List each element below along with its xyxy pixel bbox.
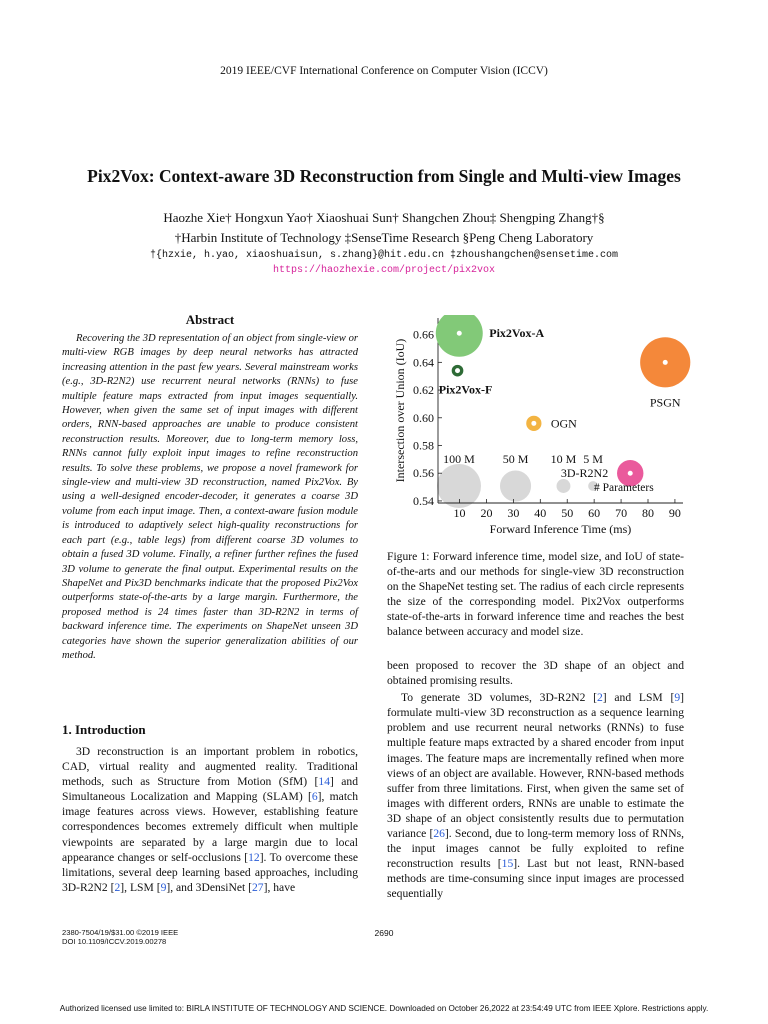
data-point — [531, 421, 536, 426]
data-point — [457, 331, 462, 336]
data-bubble — [436, 315, 483, 357]
citation-link[interactable]: 9 — [674, 691, 681, 705]
citation-link[interactable]: 15 — [501, 857, 514, 871]
size-legend-label: 50 M — [502, 452, 529, 466]
citation-link[interactable]: 14 — [318, 775, 330, 789]
size-legend-label: 100 M — [443, 452, 475, 466]
paragraph: To generate 3D volumes, 3D-R2N2 [2] and LSM [9] formulate multi-view 3D reconstruction as a sequence learning problem and use recurrent neural networks (RNNs) to fuse multiple feature maps extracted by a shared encoder from input images. The feature maps are incrementally refined when more views of an object are available. However, RNN-based methods suffer from three limitations. First, when given the same set of images with different orders, RNNs are unable to estimate the 3D shape of an object consistently results due to permutation variance [26]. Second, due to long-term memory loss of RNNs, the input images cannot be fully exploited to refine reconstruction results [15]. Last but not least, RNN-based methods are time-consuming since input images are processed sequentially — [387, 691, 685, 901]
data-label: PSGN — [649, 395, 681, 410]
x-tick-label: 80 — [642, 506, 654, 520]
citation-link[interactable]: 2 — [114, 880, 121, 894]
issn-line: 2380-7504/19/$31.00 ©2019 IEEE — [62, 928, 179, 937]
page-number: 2690 — [374, 928, 394, 938]
right-column-text — [387, 658, 684, 904]
citation-link[interactable]: 12 — [248, 850, 260, 864]
size-legend-label: 10 M — [550, 452, 577, 466]
data-label: Pix2Vox-F — [438, 382, 493, 397]
y-tick-label: 0.54 — [413, 493, 434, 508]
y-tick-label: 0.60 — [413, 410, 434, 425]
y-axis-label: Intersection over Union (IoU) — [393, 338, 407, 483]
size-legend-circle — [437, 464, 481, 508]
y-tick-label: 0.56 — [413, 466, 434, 481]
citation-link[interactable]: 27 — [252, 880, 264, 894]
data-label: OGN — [550, 416, 577, 431]
x-tick-label: 40 — [534, 506, 547, 520]
author-emails: †{hzxie, h.yao, xiaoshuaisun, s.zhang}@hit.edu.cn ‡zhoushangchen@sensetime.com — [149, 250, 619, 261]
x-axis-label: Forward Inference Time (ms) — [489, 522, 632, 536]
citation-link[interactable]: 26 — [433, 827, 445, 841]
size-legend-circle — [500, 470, 531, 501]
y-tick-label: 0.58 — [413, 438, 434, 453]
figure-caption: Figure 1: Forward inference time, model size, and IoU of state-of-the-arts and our methods for single-view 3D reconstruction on the ShapeNet testing set. The radius of each circle represents the size of the corresponding model. Pix2Vox outperforms state-of-the-arts in forward inference time and reaches the best balance between accuracy and model size. — [387, 550, 684, 639]
affiliations: †Harbin Institute of Technology ‡SenseTime Research §Peng Cheng Laboratory — [174, 230, 594, 245]
author-list: Haozhe Xie† Hongxun Yao† Xiaoshuai Sun† Shangchen Zhou‡ Shengping Zhang†§ — [163, 210, 605, 225]
license-notice: Authorized licensed use limited to: BIRLA INSTITUTE OF TECHNOLOGY AND SCIENCE. Downloaded on October 26,2022 at 23:54:49 UTC from IEEE Xplore. Restrictions apply. — [59, 1004, 709, 1013]
introduction-heading: 1. Introduction — [62, 722, 146, 737]
x-tick-label: 10 — [453, 506, 466, 520]
paragraph: been proposed to recover the 3D shape of an object and obtained promising results. — [387, 659, 684, 688]
y-tick-label: 0.62 — [413, 383, 434, 398]
x-tick-label: 50 — [561, 506, 574, 520]
introduction-paragraph: 3D reconstruction is an important problem in robotics, CAD, virtual reality and augmented reality. Traditional methods, such as Structure from Motion (SfM) [14] and Simultaneous Localization and Mapping (SLAM) [6], match image features across views. However, establishing feature correspondences becomes extremely difficult when multiple viewpoints are separated by a large margin due to local appearance changes or self-occlusions [12]. To overcome these limitations, several deep learning based approaches, including 3D-R2N2 [2], LSM [9], and 3DensiNet [27], have — [62, 745, 359, 894]
data-point — [663, 360, 668, 365]
y-tick-label: 0.64 — [413, 355, 434, 370]
figure-1-chart — [385, 315, 695, 540]
paper-title: Pix2Vox: Context-aware 3D Reconstruction from Single and Multi-view Images — [87, 166, 681, 186]
data-label: 3D-R2N2 — [560, 466, 609, 481]
data-point — [455, 368, 460, 373]
x-tick-label: 60 — [588, 506, 601, 520]
citation-link[interactable]: 9 — [160, 880, 167, 894]
y-tick-label: 0.66 — [413, 327, 434, 342]
data-label: Pix2Vox-A — [489, 326, 545, 341]
conference-header: 2019 IEEE/CVF International Conference on Computer Vision (ICCV) — [220, 65, 548, 77]
publication-info — [62, 928, 178, 946]
citation-link[interactable]: 2 — [597, 691, 603, 705]
x-tick-label: 70 — [615, 506, 628, 520]
project-link[interactable]: https://haozhexie.com/project/pix2vox — [272, 265, 496, 276]
x-tick-label: 30 — [507, 506, 520, 520]
x-tick-label: 20 — [480, 506, 493, 520]
size-legend-circle — [557, 479, 571, 493]
x-tick-label: 90 — [668, 506, 681, 520]
size-legend-label: 5 M — [583, 452, 603, 466]
data-point — [628, 471, 633, 476]
size-legend-title: # Parameters — [594, 482, 654, 494]
citation-link[interactable]: 6 — [311, 790, 318, 804]
abstract-text: Recovering the 3D representation of an object from single-view or multi-view RGB images by deep neural networks has attracted increasing attention in the past few years. Several mainstream works (e.g., 3D-R2N2) use recurrent neural networks (RNNs) to fuse multiple feature maps extracted from input images sequentially. However, when given the same set of input images with different orders, RNN-based approaches are unable to produce consistent reconstruction results. Moreover, due to long-term memory loss, RNNs cannot fully exploit input images to refine reconstruction results. To solve these problems, we propose a novel framework for single-view and multi-view 3D reconstruction, named Pix2Vox. By using a well-designed encoder-decoder, it generates a coarse 3D volume from each input image. Then, a context-aware fusion module is introduced to adaptively select high-quality reconstructions for each part (e.g., table legs) from different coarse 3D volumes to obtain a fused 3D volume. Finally, a refiner further refines the fused 3D volume to generate the final output. Experimental results on the ShapeNet and Pix3D benchmarks indicate that the proposed Pix2Vox outperforms state-of-the-arts by a large margin. Furthermore, the proposed method is 24 times faster than 3D-R2N2 in terms of backward inference time. The experiments on ShapeNet unseen 3D categories have shown the superior generalization abilities of our method. — [62, 333, 358, 661]
doi-line: DOI 10.1109/ICCV.2019.00278 — [62, 937, 167, 946]
abstract-heading: Abstract — [185, 312, 235, 327]
